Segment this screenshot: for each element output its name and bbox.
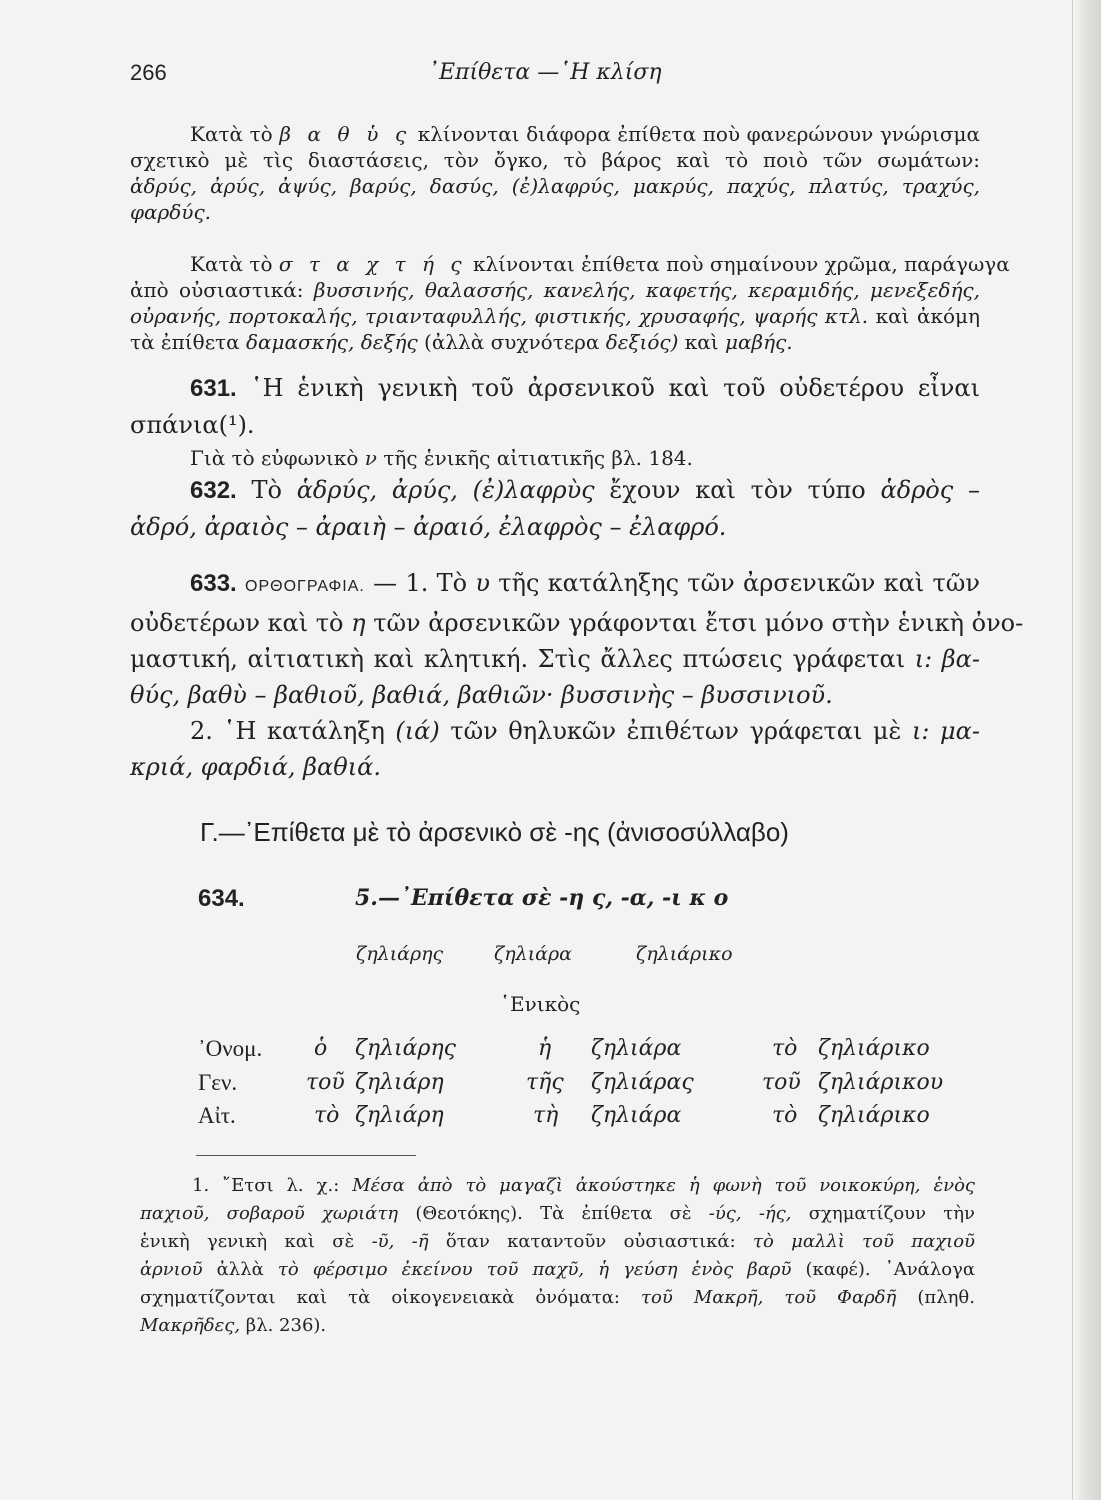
table-row: Γεν. τοῦ ζηλιάρη τῆς ζηλιάρας τοῦ ζηλιάρικου	[198, 1070, 944, 1095]
table-title: 5.—᾿Επίθετα σὲ -η ς, -α, -ι κ ο	[355, 885, 729, 911]
footnote-divider	[196, 1155, 416, 1156]
section-number: 631.	[190, 375, 237, 402]
table-row: Αἰτ. τὸ ζηλιάρη τὴ ζηλιάρα τὸ ζηλιάρικο	[198, 1103, 930, 1128]
case-label: ᾿Ονομ.	[198, 1036, 263, 1061]
section-632: 632. Τὸ ἁδρύς, ἀρύς, (ἐ)λαφρὺς ἔχουν καὶ τὸν τύπο ἁδρὸς – ἁδρό, ἀραιὸς – ἀραιὴ – ἀραιό, ἐλαφρὸς – ἐλαφρό.	[130, 476, 980, 541]
footnote: 1. ῎Ετσι λ. χ.: Μέσα ἀπὸ τὸ μαγαζὶ ἀκούστηκε ἡ φωνὴ τοῦ νοικοκύρη, ἑνὸς παχιοῦ, σοβαροῦ χωριάτη (Θεοτόκης). Τὰ ἐπίθετα σὲ -ύς, -ής, σχηματίζουν τὴν ἑνικὴ γενικὴ καὶ σὲ -ῦ, -ῆ ὅταν καταντοῦν οὐσιαστικά: τὸ μαλλὶ τοῦ παχιοῦ ἀρνιοῦ ἀλλὰ τὸ φέρσιμο ἐκείνου τοῦ παχῦ, ἡ γεύση ἑνὸς βαρῦ (καφέ). ᾿Ανάλογα σχηματίζονται καὶ τὰ οἰκογενειακὰ ὀνόματα: τοῦ Μακρῆ, τοῦ Φαρδῆ (πληθ. Μακρῆδες, βλ. 236).	[140, 1175, 975, 1336]
section-631: 631. ῾Η ἑνικὴ γενικὴ τοῦ ἀρσενικοῦ καὶ τοῦ οὐδετέρου εἶναι σπάνια(¹). Γιὰ τὸ εὐφωνικὸ ν τῆς ἑνικῆς αἰτιατικῆς βλ. 184.	[130, 374, 980, 470]
page-gutter-line	[1072, 0, 1073, 1500]
page-header	[130, 60, 970, 96]
form-neuter: ζηλιάρικο	[636, 943, 733, 965]
section-number: 634.	[198, 885, 245, 912]
form-feminine: ζηλιάρα	[494, 943, 573, 965]
number-heading: ῾Ενικὸς	[500, 992, 581, 1016]
paragraph-stachtis: Κατὰ τὸ σ τ α χ τ ή ς κλίνονται ἐπίθετα ποὺ σημαίνουν χρῶμα, παράγωγα ἀπὸ οὐσιαστικά: βυσσινής, θαλασσής, κανελής, καφετής, κεραμιδής, μενεξεδής, οὐρανής, πορτοκαλής, τριανταφυλλής, φιστικής, χρυσαφής, ψαρής κτλ. καὶ ἀκόμη τὰ ἐπίθετα δαμασκής, δεξής (ἀλλὰ συχνότερα δεξιός) καὶ μαβής.	[130, 252, 1010, 354]
case-label: Γεν.	[198, 1070, 238, 1095]
section-number: 633.	[190, 570, 237, 597]
footnote-reference: (¹).	[218, 411, 255, 439]
section-heading: Γ.—᾿Επίθετα μὲ τὸ ἀρσενικὸ σὲ -ης (ἀνισοσύλλαβο)	[200, 817, 789, 847]
section-633-orthography: 633. ΟΡΘΟΓΡΑΦΙΑ. — 1. Τὸ υ τῆς κατάληξης τῶν ἀρσενικῶν καὶ τῶν οὐδετέρων καὶ τὸ η τῶν ἀρσενικῶν γράφονται ἔτσι μόνο στὴν ἑνικὴ ὀνο- μαστική, αἰτιατικὴ καὶ κλητική. Στὶς ἄλλες πτώσεις γράφεται ι: βα- θύς, βαθὺ – βαθιοῦ, βαθιά, βαθιῶν· βυσσινὴς – βυσσινιοῦ. 2. ῾Η κατάληξη (ιά) τῶν θηλυκῶν ἐπιθέτων γράφεται μὲ ι: μα- κριά, φαρδιά, βαθιά.	[130, 569, 1024, 781]
form-masculine: ζηλιάρης	[356, 943, 444, 965]
section-number: 632.	[190, 477, 237, 504]
page-edge-shadow	[1075, 0, 1101, 1500]
running-head: ᾿Επίθετα —῾Η κλίση	[428, 60, 662, 85]
page-number: 266	[130, 60, 167, 85]
orthography-label: ΟΡΘΟΓΡΑΦΙΑ.	[245, 578, 365, 595]
table-row: ᾿Ονομ. ὁ ζηλιάρης ἡ ζηλιάρα τὸ ζηλιάρικο	[198, 1036, 930, 1061]
paragraph-bathys: Κατὰ τὸ β α θ ὑ ς κλίνονται διάφορα ἐπίθετα ποὺ φανερώνουν γνώρισμα σχετικὸ μὲ τὶς διαστάσεις, τὸν ὄγκο, τὸ βάρος καὶ τὸ ποιὸ τῶν σωμάτων: ἁδρύς, ἀρύς, ἀψύς, βαρύς, δασύς, (ἐ)λαφρύς, μακρύς, παχύς, πλατύς, τραχύς, φαρδύς.	[130, 122, 981, 224]
case-label: Αἰτ.	[198, 1103, 236, 1128]
